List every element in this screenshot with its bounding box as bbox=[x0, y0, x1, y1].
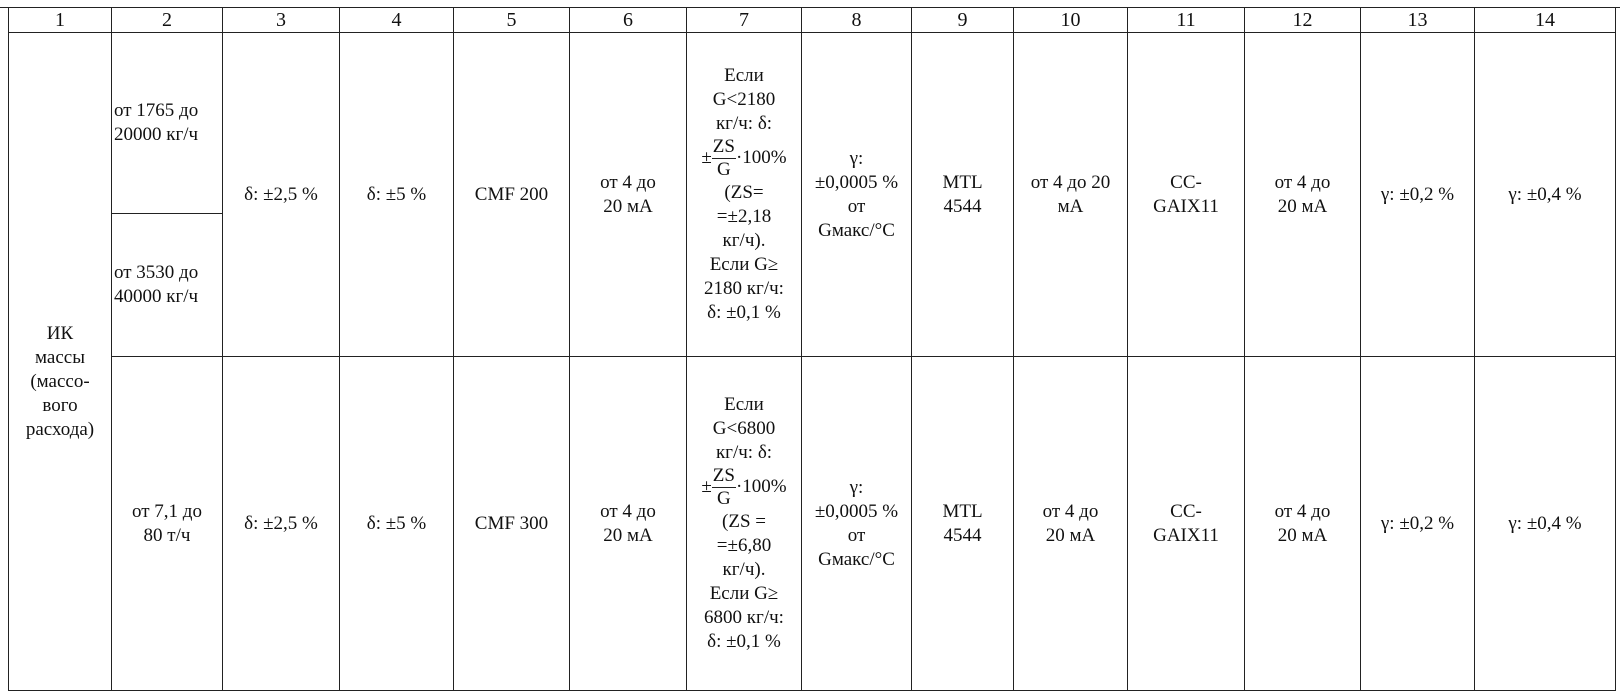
column-number: 4 bbox=[340, 8, 454, 33]
sensor-error-formula-cell bbox=[687, 33, 802, 357]
signal-line: 20 мА bbox=[603, 524, 653, 546]
fraction-numerator: ZS bbox=[712, 465, 735, 486]
range-line: 20000 кг/ч bbox=[114, 124, 199, 145]
formula-text: (ZS= bbox=[724, 182, 764, 203]
barrier-line: 4544 bbox=[943, 195, 982, 217]
module-error-cell: γ: ±0,2 % bbox=[1361, 357, 1475, 691]
range-line: от 7,1 до bbox=[132, 500, 202, 522]
temperature-error-cell bbox=[802, 357, 912, 691]
column-number: 2 bbox=[112, 8, 223, 33]
formula-text: 2180 кг/ч: bbox=[704, 278, 784, 299]
formula-text: кг/ч). bbox=[722, 230, 766, 251]
barrier-signal-cell bbox=[1014, 33, 1128, 357]
error-cell: δ: ±2,5 % bbox=[223, 33, 340, 357]
table-row bbox=[9, 33, 1616, 214]
column-number: 11 bbox=[1128, 8, 1245, 33]
channel-name-cell bbox=[9, 33, 112, 691]
formula-text: δ: ±0,1 % bbox=[707, 302, 781, 323]
channel-name-line: вого bbox=[42, 394, 78, 416]
error-formula bbox=[701, 136, 786, 181]
multiplier: ·100% bbox=[735, 475, 787, 497]
temp-error-line: Gмакс/°C bbox=[818, 219, 895, 241]
formula-text: 6800 кг/ч: bbox=[704, 607, 784, 628]
formula-text: Если bbox=[724, 65, 764, 86]
fraction bbox=[712, 136, 736, 181]
formula-text: =±6,80 bbox=[716, 535, 772, 556]
measurement-channels-table bbox=[8, 7, 1616, 691]
signal-line: от 4 до 20 bbox=[1030, 171, 1111, 193]
column-number: 14 bbox=[1475, 8, 1616, 33]
formula-text: Если G≥ bbox=[709, 583, 779, 604]
formula-text: кг/ч: δ: bbox=[715, 442, 773, 463]
signal-line: от 4 до bbox=[600, 171, 656, 193]
table-row bbox=[9, 357, 1616, 691]
range-line: 80 т/ч bbox=[143, 524, 191, 546]
signal-line: 20 мА bbox=[1045, 524, 1096, 546]
column-number: 10 bbox=[1014, 8, 1128, 33]
module-signal-cell bbox=[1245, 33, 1361, 357]
temp-error-line: Gмакс/°C bbox=[818, 548, 895, 570]
column-number: 5 bbox=[454, 8, 570, 33]
channel-name-line: расхода) bbox=[25, 418, 95, 440]
signal-line: 20 мА bbox=[603, 195, 653, 217]
signal-line: от 4 до bbox=[1042, 500, 1099, 522]
formula-text: δ: ±0,1 % bbox=[707, 631, 781, 652]
range-line: от 1765 до bbox=[114, 100, 199, 121]
module-error-cell: γ: ±0,2 % bbox=[1361, 33, 1475, 357]
channel-name-line: (массо- bbox=[30, 370, 90, 392]
barrier-line: MTL bbox=[942, 500, 983, 522]
formula-text: кг/ч: δ: bbox=[715, 113, 773, 134]
multiplier: ·100% bbox=[735, 146, 787, 168]
barrier-line: 4544 bbox=[943, 524, 982, 546]
signal-line: 20 мА bbox=[1277, 195, 1328, 217]
measurement-range-cell bbox=[112, 33, 223, 214]
column-number: 3 bbox=[223, 8, 340, 33]
formula-text: Если bbox=[724, 394, 764, 415]
sensor-type-cell: CMF 300 bbox=[454, 357, 570, 691]
channel-name-line: ИК bbox=[46, 322, 74, 344]
range-line: 40000 кг/ч bbox=[114, 286, 199, 307]
sensor-type-cell: CMF 200 bbox=[454, 33, 570, 357]
fraction-numerator: ZS bbox=[712, 136, 735, 157]
barrier-signal-cell bbox=[1014, 357, 1128, 691]
column-number: 8 bbox=[802, 8, 912, 33]
column-number: 1 bbox=[9, 8, 112, 33]
channel-error-cell: γ: ±0,4 % bbox=[1475, 33, 1616, 357]
fraction-denominator: G bbox=[717, 488, 731, 509]
channel-name-line: массы bbox=[35, 346, 85, 368]
formula-text: Если G≥ bbox=[709, 254, 779, 275]
temp-error-line: от bbox=[847, 524, 866, 546]
measurement-range-cell bbox=[112, 214, 223, 357]
column-number: 6 bbox=[570, 8, 687, 33]
temp-error-line: ±0,0005 % bbox=[814, 171, 899, 193]
measurement-range-cell bbox=[112, 357, 223, 691]
column-number: 7 bbox=[687, 8, 802, 33]
signal-line: мА bbox=[1057, 195, 1084, 217]
signal-line: от 4 до bbox=[1274, 171, 1331, 193]
formula-text: (ZS = bbox=[722, 511, 766, 532]
temp-error-line: ±0,0005 % bbox=[814, 500, 899, 522]
error-cell: δ: ±2,5 % bbox=[223, 357, 340, 691]
module-line: GAIX11 bbox=[1153, 195, 1219, 217]
error-cell: δ: ±5 % bbox=[340, 33, 454, 357]
io-module-cell bbox=[1128, 33, 1245, 357]
column-number: 13 bbox=[1361, 8, 1475, 33]
fraction-denominator: G bbox=[717, 159, 731, 180]
signal-line: 20 мА bbox=[1277, 524, 1328, 546]
formula-text: кг/ч). bbox=[722, 559, 766, 580]
formula-text: G<2180 bbox=[712, 89, 776, 110]
error-cell: δ: ±5 % bbox=[340, 357, 454, 691]
output-signal-cell bbox=[570, 357, 687, 691]
plus-minus-sign: ± bbox=[701, 475, 712, 497]
column-number-row bbox=[9, 8, 1616, 33]
barrier-cell bbox=[912, 33, 1014, 357]
column-number: 12 bbox=[1245, 8, 1361, 33]
module-line: CC- bbox=[1170, 500, 1202, 522]
temp-error-line: от bbox=[847, 195, 866, 217]
channel-error-cell: γ: ±0,4 % bbox=[1475, 357, 1616, 691]
fraction bbox=[712, 465, 736, 510]
temp-error-line: γ: bbox=[849, 476, 864, 498]
error-formula bbox=[701, 465, 786, 510]
io-module-cell bbox=[1128, 357, 1245, 691]
barrier-line: MTL bbox=[942, 171, 983, 193]
sensor-error-formula-cell bbox=[687, 357, 802, 691]
formula-text: =±2,18 bbox=[716, 206, 772, 227]
module-line: GAIX11 bbox=[1153, 524, 1219, 546]
module-line: CC- bbox=[1170, 171, 1202, 193]
temp-error-line: γ: bbox=[849, 147, 864, 169]
signal-line: от 4 до bbox=[1274, 500, 1331, 522]
temperature-error-cell bbox=[802, 33, 912, 357]
signal-line: от 4 до bbox=[600, 500, 656, 522]
range-line: от 3530 до bbox=[114, 262, 199, 283]
formula-text: G<6800 bbox=[712, 418, 776, 439]
barrier-cell bbox=[912, 357, 1014, 691]
column-number: 9 bbox=[912, 8, 1014, 33]
module-signal-cell bbox=[1245, 357, 1361, 691]
output-signal-cell bbox=[570, 33, 687, 357]
plus-minus-sign: ± bbox=[701, 146, 712, 168]
